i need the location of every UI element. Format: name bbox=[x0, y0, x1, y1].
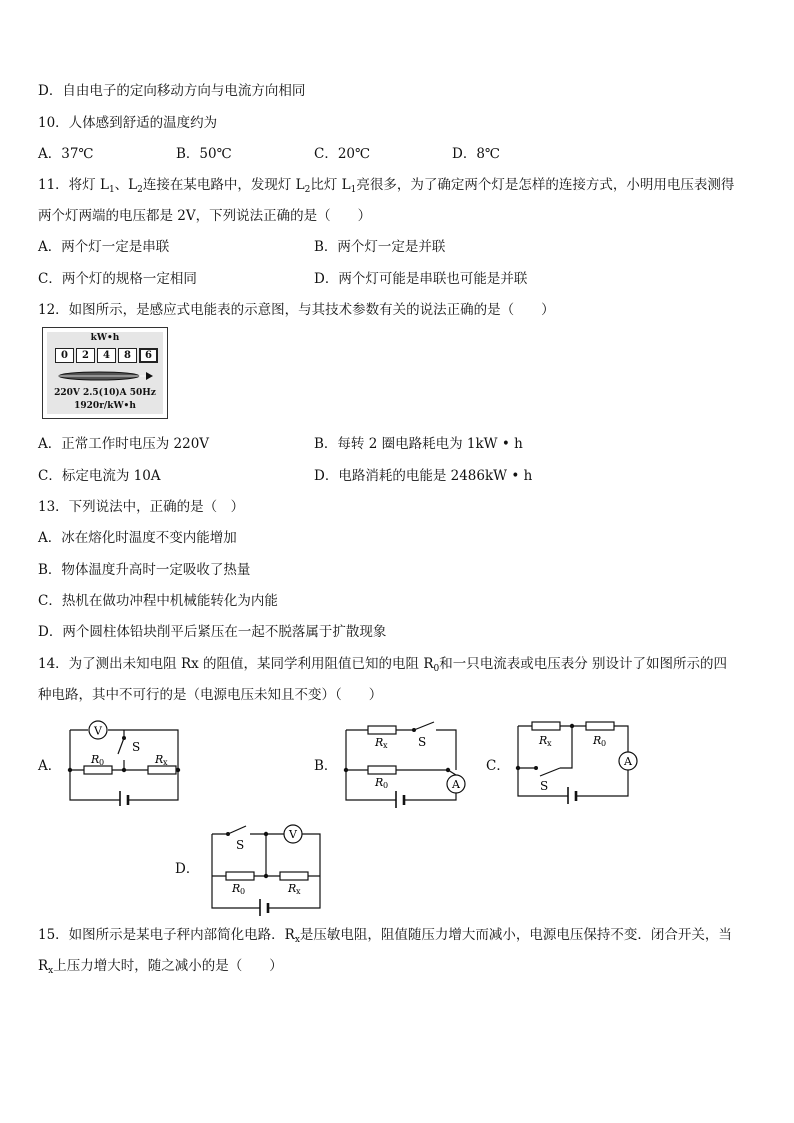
q11-stem: 11．将灯 $L_1$、$L_2$连接在某电路中，发现灯 $L_2$比灯 $L_1$亮很多，为了确定两个灯是怎样的连接方式，小明用电压表测得 bbox=[38, 177, 735, 195]
switch-label: S bbox=[236, 838, 245, 852]
circuit-c bbox=[510, 712, 642, 804]
q14-stem: 14．为了测出未知电阻 Rx 的阻值，某同学利用阻值已知的电阻 $R_0$和一只电流表或电压表分 别设计了如图所示的四 bbox=[38, 656, 728, 674]
q12-option-c: C．标定电流为 10A bbox=[38, 468, 161, 484]
r0-label: R bbox=[232, 882, 241, 895]
meter-digit: 8 bbox=[118, 348, 137, 363]
q11-option-c: C．两个灯的规格一定相同 bbox=[38, 271, 197, 287]
q10-option-b: B．50℃ bbox=[176, 146, 232, 162]
circuit-b-label: B． bbox=[314, 758, 338, 774]
q11-option-b: B．两个灯一定是并联 bbox=[314, 239, 446, 255]
q14-stem-line2: 种电路，其中不可行的是（电源电压未知且不变）（ ） bbox=[38, 687, 383, 703]
q10-stem: 10．人体感到舒适的温度约为 bbox=[38, 115, 218, 131]
circuit-a bbox=[62, 716, 186, 806]
q13-stem: 13．下列说法中，正确的是（ ） bbox=[38, 499, 245, 515]
q11-option-a: A．两个灯一定是串联 bbox=[38, 239, 170, 255]
rx-label: R bbox=[155, 753, 164, 766]
r0-sub: 0 bbox=[601, 739, 607, 748]
q10-option-a: A．37℃ bbox=[38, 146, 94, 162]
r0-label: R bbox=[91, 753, 100, 766]
q11-stem-line2: 两个灯两端的电压都是 2V，下列说法正确的是（ ） bbox=[38, 208, 372, 224]
q13-option-b: B．物体温度升高时一定吸收了热量 bbox=[38, 562, 251, 578]
circuit-d-label: D． bbox=[175, 861, 200, 877]
r0-sub: 0 bbox=[240, 887, 246, 896]
voltmeter-icon: V bbox=[94, 724, 102, 738]
q10-option-d: D．8℃ bbox=[452, 146, 501, 162]
rx-sub: x bbox=[163, 758, 168, 767]
q15-stem-line2: $R_x$上压力增大时，随之减小的是（ ） bbox=[38, 958, 283, 976]
q10-option-c: C．20℃ bbox=[314, 146, 371, 162]
q15-stem: 15．如图所示是某电子秤内部简化电路．$R_x$是压敏电阻，阻值随压力增大而减小，电源电压保持不变．闭合开关，当 bbox=[38, 927, 732, 945]
circuit-c-label: C． bbox=[486, 758, 510, 774]
switch-label: S bbox=[132, 740, 141, 754]
meter-digit: 4 bbox=[97, 348, 116, 363]
r0-sub: 0 bbox=[383, 781, 389, 790]
circuit-b bbox=[338, 716, 470, 808]
rx-label: R bbox=[539, 734, 548, 747]
rx-label: R bbox=[375, 736, 384, 749]
meter-disc-icon bbox=[53, 368, 157, 384]
q13-option-c: C．热机在做功冲程中机械能转化为内能 bbox=[38, 593, 278, 609]
voltmeter-icon: V bbox=[289, 828, 297, 841]
meter-digit: 0 bbox=[55, 348, 74, 363]
r0-sub: 0 bbox=[99, 758, 105, 767]
q13-option-d: D．两个圆柱体铅块削平后紧压在一起不脱落属于扩散现象 bbox=[38, 624, 387, 640]
q11-option-d: D．两个灯可能是串联也可能是并联 bbox=[314, 271, 528, 287]
meter-digit: 6 bbox=[139, 348, 158, 363]
rx-sub: x bbox=[547, 739, 552, 748]
r0-label: R bbox=[375, 776, 384, 789]
q12-stem: 12．如图所示，是感应式电能表的示意图，与其技术参数有关的说法正确的是（ ） bbox=[38, 302, 555, 318]
ammeter-icon: A bbox=[452, 778, 460, 791]
q12-option-b: B．每转 2 圈电路耗电为 1kW • h bbox=[314, 436, 523, 452]
rx-sub: x bbox=[296, 887, 301, 896]
rx-sub: x bbox=[383, 741, 388, 750]
meter-digit: 2 bbox=[76, 348, 95, 363]
circuit-a-label: A． bbox=[38, 758, 62, 774]
switch-label: S bbox=[540, 779, 549, 793]
q12-option-a: A．正常工作时电压为 220V bbox=[38, 436, 210, 452]
meter-unit: kW•h bbox=[90, 333, 120, 343]
rx-label: R bbox=[288, 882, 297, 895]
switch-label: S bbox=[418, 735, 427, 749]
ammeter-icon: A bbox=[624, 755, 632, 768]
circuit-d bbox=[204, 820, 328, 916]
meter-digits bbox=[55, 348, 158, 363]
meter-rate: 1920r/kW•h bbox=[74, 401, 136, 411]
meter-spec: 220V 2.5(10)A 50Hz bbox=[54, 388, 156, 398]
q13-option-a: A．冰在熔化时温度不变内能增加 bbox=[38, 530, 237, 546]
q12-option-d: D．电路消耗的电能是 2486kW • h bbox=[314, 468, 533, 484]
r0-label: R bbox=[593, 734, 602, 747]
energy-meter-figure bbox=[42, 327, 168, 419]
q9-option-d: D．自由电子的定向移动方向与电流方向相同 bbox=[38, 83, 306, 99]
